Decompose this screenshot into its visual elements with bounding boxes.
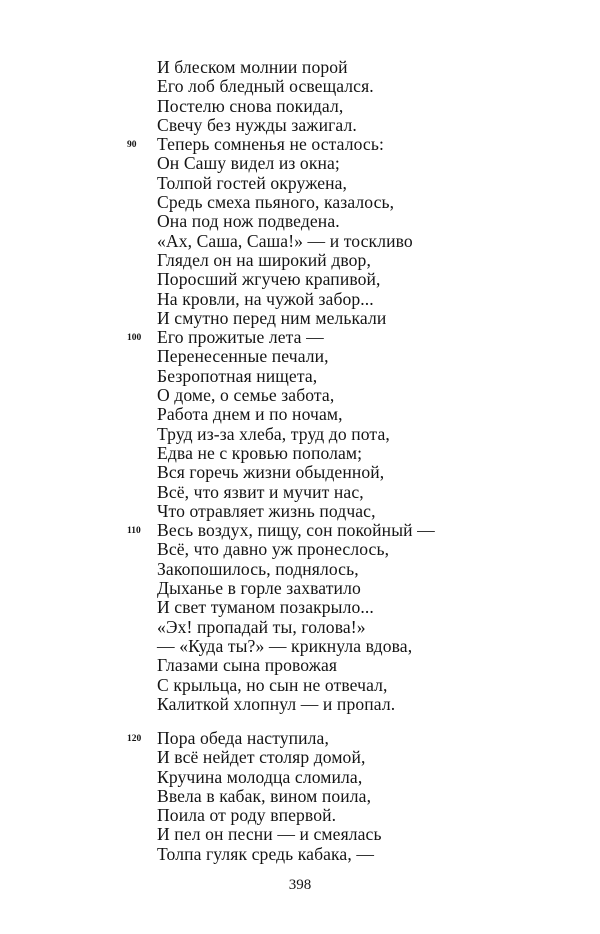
verse-text: Перенесенные печали, — [157, 346, 329, 367]
verse-line — [157, 483, 557, 502]
verse-line — [157, 618, 557, 637]
verse-text: И блеском молнии порой — [157, 57, 348, 77]
verse-text: «Ах, Саша, Саша!» — и тоскливо — [157, 230, 413, 251]
verse-text: Она под нож подведена. — [157, 211, 340, 232]
verse-line — [127, 520, 557, 541]
verse-line — [157, 502, 557, 521]
verse-text: Глазами сына провожая — [157, 655, 338, 676]
verse-line — [157, 637, 557, 656]
verse-text: Теперь сомненья не осталось: — [157, 134, 384, 155]
verse-line — [157, 251, 557, 270]
verse-line — [157, 212, 557, 231]
verse-line — [157, 309, 557, 328]
verse-text: Дыханье в горле захватило — [157, 578, 361, 599]
verse-text: «Эх! пропадай ты, голова!» — [157, 616, 366, 637]
verse-line — [157, 444, 557, 463]
verse-text: Толпа гуляк средь кабака, — — [157, 843, 375, 864]
verse-text: Что отравляет жизнь подчас, — [157, 500, 376, 521]
verse-line — [157, 290, 557, 309]
verse-text: Его прожитые лета — — [157, 327, 324, 348]
verse-line — [157, 116, 557, 135]
verse-line — [157, 845, 557, 864]
verse-text: И всё нейдет столяр домой, — [157, 747, 366, 768]
verse-line — [127, 327, 557, 348]
verse-line — [127, 134, 557, 155]
verse-line — [157, 405, 557, 424]
verse-text: Калиткой хлопнул — и пропал. — [157, 693, 396, 714]
verse-text: Вся горечь жизни обыденной, — [157, 462, 385, 483]
verse-text: Закопошилось, поднялось, — [157, 558, 359, 579]
verse-line — [157, 676, 557, 695]
verse-text: И пел он песни — и смеялась — [157, 824, 382, 845]
verse-text: Кручина молодца сломила, — [157, 766, 363, 787]
verse-line — [157, 825, 557, 844]
verse-text: И свет туманом позакрыло... — [157, 597, 374, 618]
verse-line — [157, 806, 557, 825]
verse-text: Труд из-за хлеба, труд до пота, — [157, 423, 390, 444]
page-number: 398 — [288, 877, 312, 893]
verse-line — [157, 97, 557, 116]
verse-text: Поросший жгучею крапивой, — [157, 269, 381, 290]
verse-line — [127, 728, 557, 748]
verse-text: — «Куда ты?» — крикнула вдова, — [157, 635, 413, 656]
line-number: 110 — [127, 526, 141, 537]
verse-line — [157, 787, 557, 806]
verse-text: Весь воздух, пищу, сон покойный — — [157, 520, 435, 541]
verse-text: Глядел он на широкий двор, — [157, 249, 371, 270]
verse-line — [157, 463, 557, 482]
verse-text: Всё, что давно уж пронеслось, — [157, 539, 390, 560]
verse-text: Поила от роду впервой. — [157, 805, 337, 826]
verse-text: Толпой гостей окружена, — [157, 172, 348, 193]
verse-text: Безропотная нищета, — [157, 365, 318, 386]
verse-line — [157, 540, 557, 559]
verse-line — [157, 656, 557, 675]
verse-text: Его лоб бледный освещался. — [157, 76, 374, 97]
verse-line — [157, 425, 557, 444]
verse-text: Средь смеха пьяного, казалось, — [157, 192, 395, 213]
verse-line — [157, 386, 557, 405]
verse-text: На кровли, на чужой забор... — [157, 288, 374, 309]
line-number: 120 — [127, 734, 142, 744]
verse-text: Работа днем и по ночам, — [157, 404, 343, 425]
verse-text: О доме, о семье забота, — [157, 385, 335, 406]
verse-line — [157, 367, 557, 386]
verse-line — [157, 695, 557, 714]
verse-line — [157, 193, 557, 212]
verse-line — [157, 598, 557, 617]
verse-line — [157, 174, 557, 193]
line-number: 90 — [127, 140, 137, 151]
verse-line — [157, 232, 557, 251]
verse-line — [157, 77, 557, 96]
verse-text: Свечу без нужды зажигал. — [157, 114, 357, 135]
verse-line — [157, 154, 557, 173]
verse-text: Едва не с кровью пополам; — [157, 442, 363, 463]
line-number: 100 — [127, 333, 142, 344]
verse-text: И смутно перед ним мелькали — [157, 307, 387, 328]
verse-line — [157, 58, 557, 77]
verse-text: С крыльца, но сын не отвечал, — [157, 674, 388, 695]
stanza — [127, 57, 557, 714]
stanza — [127, 728, 557, 864]
verse-text: Ввела в кабак, вином поила, — [157, 785, 372, 806]
verse-line — [157, 748, 557, 767]
verse-line — [157, 768, 557, 787]
verse-line — [157, 560, 557, 579]
verse-line — [157, 270, 557, 289]
verse-text: Постелю снова покидал, — [157, 95, 344, 116]
verse-line — [157, 579, 557, 598]
verse-text: Пора обеда наступила, — [157, 728, 329, 748]
verse-line — [157, 347, 557, 366]
verse-text: Всё, что язвит и мучит нас, — [157, 481, 364, 502]
verse-text: Он Сашу видел из окна; — [157, 153, 340, 174]
